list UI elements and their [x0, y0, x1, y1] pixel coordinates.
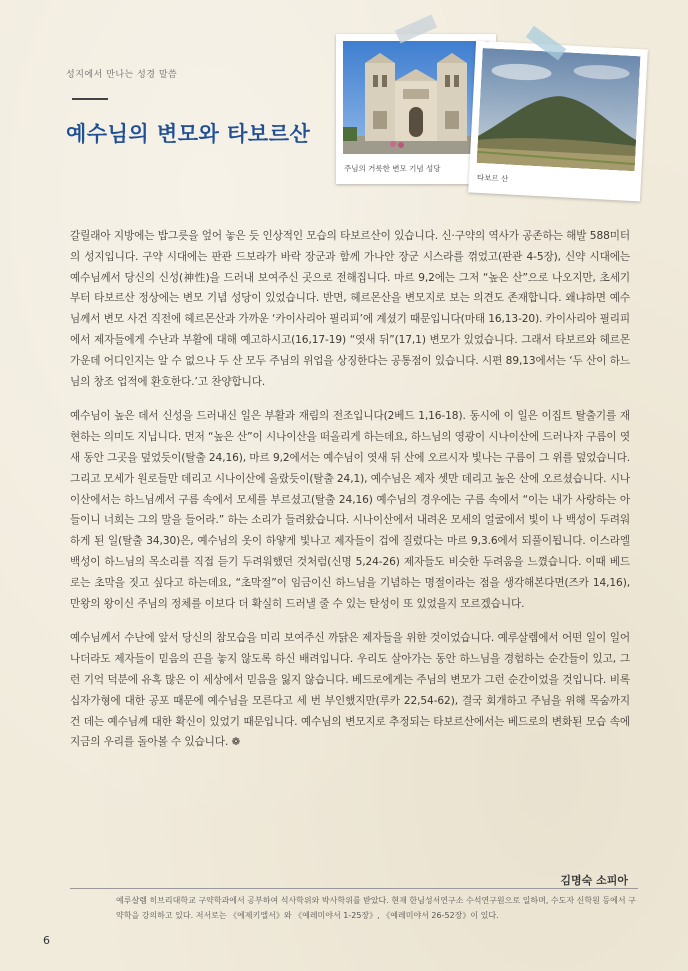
photo-mount-tabor — [468, 41, 648, 202]
author-name: 김명숙 소피아 — [560, 874, 628, 887]
page-number: 6 — [43, 934, 50, 947]
page-title: 예수님의 변모와 타보르산 — [66, 122, 311, 146]
article-body — [70, 226, 630, 767]
church-image — [343, 41, 489, 154]
mountain-image — [477, 48, 641, 171]
paragraph: 예수님이 높은 데서 신성을 드러내신 일은 부활과 재림의 전조입니다(2베드 1,16-18). 동시에 이 일은 이집트 탈출기를 재현하는 의미도 지닙니다. 먼저 “높은 산”이 시나이산을 떠올리게 하는데요, 하느님의 영광이 시나이산에 드러나자 구름이 엿새 동안 그곳을 덮었듯이(탈출 24,16), 마르 9,2에서는 예수님이 엿새 뒤 산에 오르시자 빛나는 구름이 그 위를 덮었습니다. 그리고 모세가 원로들만 데리고 시나이산에 올랐듯이(탈출 24,1), 예수님은 제자 셋만 데리고 높은 산에 오르셨습니다. 시나이산에서는 하느님께서 구름 속에서 모세를 부르셨고(탈출 24,16) 예수님의 경우에는 구름 속에서 “이는 내가 사랑하는 아들이니 너희는 그의 말을 들어라.” 하는 소리가 들려왔습니다. 시나이산에서 내려온 모세의 얼굴에서 빛이 나 백성이 두려워하게 된 일(탈출 34,30)은, 예수님의 옷이 하얗게 빛나고 제자들이 겁에 질렸다는 마르 9,3.6에서 되풀이됩니다. 이스라엘 백성이 하느님의 목소리를 직접 듣기 두려워했던 것처럼(신명 5,24-26) 제자들도 비슷한 두려움을 느꼈습니다. 이때 베드로는 초막을 짓고 싶다고 하는데요, “초막절”이 임금이신 하느님을 기념하는 명절이라는 점을 생각해본다면(즈카 14,16), 만왕의 왕이신 주님의 정체를 이보다 더 확실히 드러낼 줄 수 있는 탄성이 또 있었을지 모르겠습니다. — [70, 410, 630, 610]
paragraph: 갈릴래아 지방에는 밥그릇을 엎어 놓은 듯 인상적인 모습의 타보르산이 있습니다. 신·구약의 역사가 공존하는 해발 588미터의 성지입니다. 구약 시대에는 판관 드보라가 바락 장군과 함께 가나안 장군 시스라를 꺾었고(판관 4-5장), 신약 시대에는 예수님께서 당신의 신성(神性)을 드러내 보여주신 곳으로 전해집니다. 마르 9,2에는 그저 “높은 산”으로 나오지만, 초세기부터 타보르산 정상에는 변모 기념 성당이 있었습니다. 반면, 헤르몬산을 변모지로 보는 의견도 존재합니다. 왜냐하면 예수님께서 변모 사건 직전에 헤르몬산과 가까운 ‘카이사리아 필리피’에 계셨기 때문입니다(마태 16,13-20). 카이사리아 필리피에서 제자들에게 수난과 부활에 대해 예고하시고(16,17-19) “엿새 뒤”(17,1) 변모가 있었습니다. 그래서 타보르와 헤르몬 가운데 어디인지는 알 수 없으나 두 산 모두 주님의 위업을 상징한다는 공통점이 있습니다. 시편 89,13에서는 ‘두 산이 하느님의 창조 업적에 환호한다.’고 찬양합니다. — [70, 230, 630, 388]
photo-caption: 주님의 거룩한 변모 기념 성당 — [344, 164, 441, 173]
section-label: 성지에서 만나는 성경 말씀 — [66, 70, 178, 80]
divider — [70, 888, 638, 889]
author-bio: 예루살렘 히브리대학교 구약학과에서 공부하여 석사학위와 박사학위를 받았다. 현재 한님성서연구소 수석연구원으로 일하며, 수도자 신학원 등에서 구약학을 강의하고 있다. 저서로는 《에제키엘서》와 《예레미야서 1-25장》, 《예레미야서 26-52장》이 있다. — [116, 896, 636, 920]
photo-caption: 타보르 산 — [476, 172, 509, 184]
paragraph: 예수님께서 수난에 앞서 당신의 참모습을 미리 보여주신 까닭은 제자들을 위한 것이었습니다. 예루살렘에서 어떤 일이 일어나더라도 제자들이 믿음의 끈을 놓지 않도록 하신 배려입니다. 우리도 살아가는 동안 하느님을 경험하는 순간들이 있고, 그런 기억 덕분에 유혹 많은 이 세상에서 믿음을 잃지 않습니다. 베드로에게는 주님의 변모가 그런 순간이었을 것입니다. 비록 십자가형에 대한 공포 때문에 예수님을 모른다고 세 번 부인했지만(루카 22,54-62), 결국 회개하고 주님을 위해 목숨까지 건 데는 예수님께 대한 확신이 있었기 때문입니다. 예수님의 변모지로 추정되는 타보르산에서는 베드로의 변화된 모습 속에 지금의 우리를 돌아볼 수 있습니다. ❁ — [70, 632, 630, 749]
divider — [72, 98, 108, 100]
